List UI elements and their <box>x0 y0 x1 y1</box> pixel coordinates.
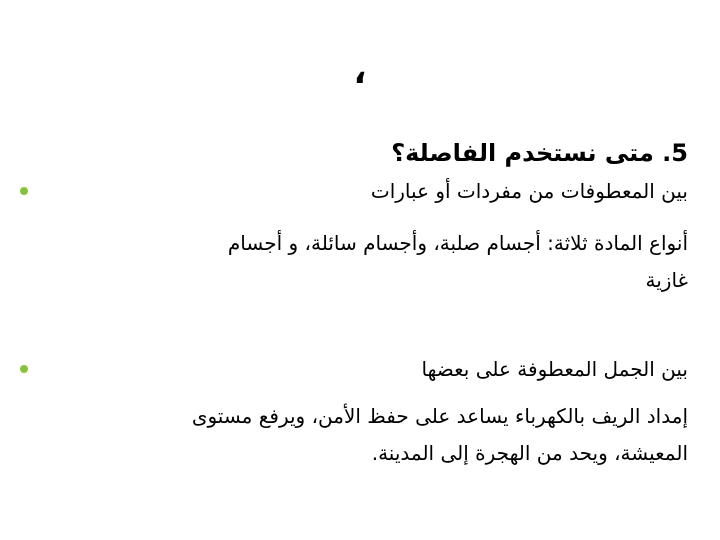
bullet-item-2 <box>40 356 688 382</box>
arabic-comma-symbol: ، <box>353 52 367 92</box>
example-2-line-1: إمداد الريف بالكهرباء يساعد على حفظ الأمن، ويرفع مستوى <box>191 404 688 428</box>
example-1-line-1: أنواع المادة ثلاثة: أجسام صلبة، وأجسام سائلة، و أجسام <box>227 231 688 255</box>
bullet-1-text: بين المعطوفات من مفردات أو عبارات <box>370 179 688 203</box>
bullet-dot-icon <box>20 187 28 195</box>
example-1-line-2: غازية <box>645 268 688 292</box>
slide-heading: 5. متى نستخدم الفاصلة؟ <box>391 139 688 167</box>
bullet-item-1 <box>40 178 688 204</box>
bullet-2-text: بين الجمل المعطوفة على بعضها <box>421 357 688 381</box>
bullet-dot-icon <box>20 365 28 373</box>
example-2-line-2: المعيشة، ويحد من الهجرة إلى المدينة. <box>371 441 688 465</box>
